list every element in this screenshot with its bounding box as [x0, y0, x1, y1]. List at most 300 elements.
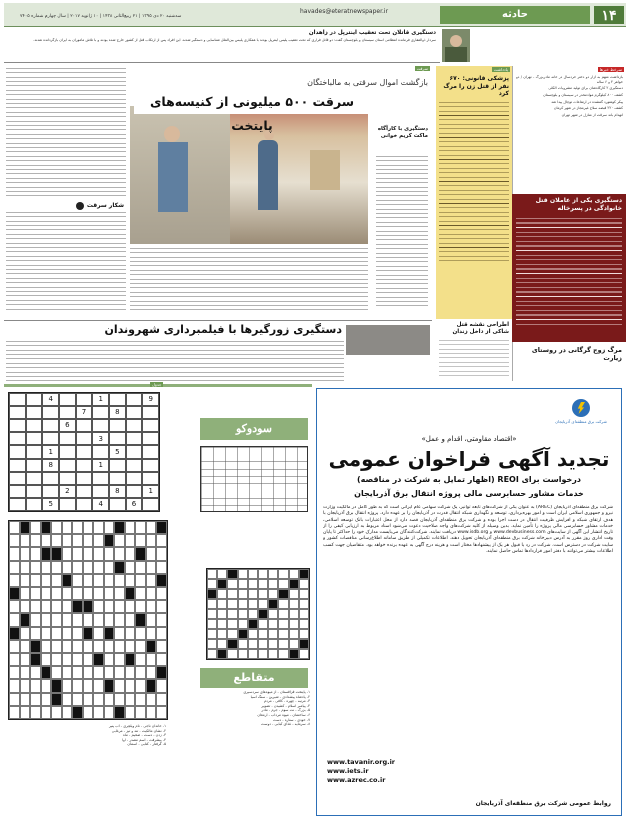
crossword-cell[interactable] [30, 561, 41, 574]
crossword-cell[interactable] [146, 666, 157, 679]
sudoku-cell[interactable] [126, 445, 143, 458]
sudoku-cell[interactable] [142, 498, 159, 511]
crossword-cell[interactable] [9, 706, 20, 719]
crossword-cell[interactable] [114, 534, 125, 547]
crossword-cell[interactable] [146, 613, 157, 626]
crossword-cell[interactable] [72, 627, 83, 640]
crossword-cell[interactable] [41, 587, 52, 600]
crossword-cell[interactable] [9, 666, 20, 679]
crossword-cell[interactable] [51, 587, 62, 600]
crossword-cell[interactable] [72, 521, 83, 534]
url-link[interactable]: www.iets.ir [327, 767, 369, 775]
crossword-cell[interactable] [20, 574, 31, 587]
sudoku-cell[interactable] [109, 472, 126, 485]
crossword-cell[interactable] [93, 693, 104, 706]
crossword-cell[interactable] [135, 653, 146, 666]
crossword-cell[interactable] [62, 627, 73, 640]
sudoku-cell[interactable] [109, 393, 126, 406]
crossword-cell[interactable] [83, 653, 94, 666]
crossword-cell[interactable] [125, 561, 136, 574]
crossword-cell[interactable] [20, 666, 31, 679]
crossword-cell[interactable] [156, 613, 167, 626]
sudoku-cell[interactable] [26, 498, 43, 511]
crossword-cell[interactable] [62, 600, 73, 613]
crossword-cell[interactable] [125, 574, 136, 587]
sudoku-cell[interactable] [142, 406, 159, 419]
crossword-cell[interactable] [114, 627, 125, 640]
crossword-cell[interactable] [135, 521, 146, 534]
crossword-cell[interactable] [114, 679, 125, 692]
crossword-cell[interactable] [30, 587, 41, 600]
crossword-cell[interactable] [62, 534, 73, 547]
crossword-cell[interactable] [146, 640, 157, 653]
crossword-cell[interactable] [51, 666, 62, 679]
crossword-cell[interactable] [93, 613, 104, 626]
crossword-cell[interactable] [125, 613, 136, 626]
crossword-cell[interactable] [93, 600, 104, 613]
crossword-cell[interactable] [135, 534, 146, 547]
sudoku-cell[interactable]: 7 [76, 406, 93, 419]
crossword-cell[interactable] [125, 547, 136, 560]
crossword-cell[interactable] [114, 706, 125, 719]
crossword-cell[interactable] [41, 693, 52, 706]
crossword-cell[interactable] [41, 679, 52, 692]
crossword-cell[interactable] [104, 666, 115, 679]
crossword-cell[interactable] [72, 679, 83, 692]
crossword-cell[interactable] [125, 600, 136, 613]
crossword-cell[interactable] [135, 706, 146, 719]
sudoku-cell[interactable] [76, 432, 93, 445]
sudoku-cell[interactable] [92, 419, 109, 432]
crossword-cell[interactable] [62, 561, 73, 574]
crossword-cell[interactable] [83, 587, 94, 600]
crossword-cell[interactable] [93, 706, 104, 719]
crossword-cell[interactable] [156, 534, 167, 547]
crossword-cell[interactable] [51, 706, 62, 719]
crossword-cell[interactable] [156, 521, 167, 534]
crossword-cell[interactable] [114, 613, 125, 626]
sudoku-cell[interactable]: 1 [142, 485, 159, 498]
crossword-cell[interactable] [125, 587, 136, 600]
crossword-cell[interactable] [9, 574, 20, 587]
crossword-cell[interactable] [51, 640, 62, 653]
crossword-cell[interactable] [30, 521, 41, 534]
crossword-cell[interactable] [156, 587, 167, 600]
crossword-cell[interactable] [30, 547, 41, 560]
sudoku-cell[interactable] [9, 432, 26, 445]
crossword-cell[interactable] [41, 561, 52, 574]
sudoku-cell[interactable] [109, 459, 126, 472]
crossword-cell[interactable] [83, 534, 94, 547]
crossword-cell[interactable] [72, 574, 83, 587]
crossword-cell[interactable] [41, 627, 52, 640]
crossword-cell[interactable] [156, 679, 167, 692]
crossword-cell[interactable] [62, 693, 73, 706]
crossword-cell[interactable] [41, 600, 52, 613]
sudoku-cell[interactable]: 9 [142, 393, 159, 406]
crossword-cell[interactable] [62, 547, 73, 560]
crossword-cell[interactable] [62, 706, 73, 719]
crossword-cell[interactable] [104, 547, 115, 560]
crossword-cell[interactable] [72, 587, 83, 600]
crossword-cell[interactable] [156, 693, 167, 706]
sudoku-cell[interactable] [109, 498, 126, 511]
sudoku-cell[interactable]: 6 [126, 498, 143, 511]
crossword-cell[interactable] [125, 706, 136, 719]
sudoku-cell[interactable] [142, 445, 159, 458]
crossword-cell[interactable] [83, 521, 94, 534]
sudoku-cell[interactable]: 8 [42, 459, 59, 472]
crossword-cell[interactable] [9, 693, 20, 706]
crossword-cell[interactable] [135, 679, 146, 692]
crossword-cell[interactable] [125, 679, 136, 692]
crossword-cell[interactable] [146, 600, 157, 613]
crossword-cell[interactable] [114, 561, 125, 574]
crossword-cell[interactable] [93, 653, 104, 666]
sudoku-cell[interactable] [59, 472, 76, 485]
crossword-cell[interactable] [114, 587, 125, 600]
sudoku-cell[interactable] [76, 459, 93, 472]
crossword-cell[interactable] [51, 613, 62, 626]
sudoku-cell[interactable] [76, 472, 93, 485]
sudoku-cell[interactable] [59, 406, 76, 419]
crossword-cell[interactable] [62, 521, 73, 534]
sudoku-cell[interactable] [26, 432, 43, 445]
sudoku-cell[interactable] [76, 419, 93, 432]
crossword-cell[interactable] [41, 574, 52, 587]
crossword-cell[interactable] [51, 679, 62, 692]
crossword-cell[interactable] [104, 574, 115, 587]
crossword-cell[interactable] [30, 666, 41, 679]
crossword-cell[interactable] [135, 693, 146, 706]
crossword-cell[interactable] [30, 693, 41, 706]
crossword-cell[interactable] [146, 521, 157, 534]
sudoku-cell[interactable] [92, 406, 109, 419]
crossword-cell[interactable] [51, 627, 62, 640]
sudoku-cell[interactable]: 5 [109, 445, 126, 458]
sudoku-cell[interactable] [126, 459, 143, 472]
crossword-cell[interactable] [146, 627, 157, 640]
crossword-cell[interactable] [146, 693, 157, 706]
sudoku-cell[interactable] [126, 406, 143, 419]
crossword-cell[interactable] [93, 561, 104, 574]
crossword-cell[interactable] [30, 534, 41, 547]
sudoku-cell[interactable] [9, 459, 26, 472]
crossword-cell[interactable] [135, 561, 146, 574]
crossword-cell[interactable] [156, 640, 167, 653]
crossword-cell[interactable] [41, 706, 52, 719]
crossword-cell[interactable] [51, 600, 62, 613]
crossword-cell[interactable] [156, 561, 167, 574]
crossword-cell[interactable] [93, 587, 104, 600]
crossword-cell[interactable] [51, 561, 62, 574]
sudoku-cell[interactable] [126, 472, 143, 485]
sudoku-cell[interactable] [142, 472, 159, 485]
sudoku-cell[interactable] [26, 393, 43, 406]
crossword-cell[interactable] [104, 521, 115, 534]
crossword-cell[interactable] [83, 547, 94, 560]
crossword-cell[interactable] [146, 534, 157, 547]
crossword-cell[interactable] [30, 653, 41, 666]
sudoku-cell[interactable]: 8 [109, 406, 126, 419]
crossword-cell[interactable] [51, 547, 62, 560]
sudoku-cell[interactable] [76, 485, 93, 498]
sudoku-cell[interactable] [9, 393, 26, 406]
crossword-cell[interactable] [83, 693, 94, 706]
crossword-cell[interactable] [104, 706, 115, 719]
crossword-cell[interactable] [30, 574, 41, 587]
crossword-cell[interactable] [83, 627, 94, 640]
sudoku-cell[interactable] [9, 498, 26, 511]
crossword-cell[interactable] [20, 693, 31, 706]
crossword-cell[interactable] [104, 600, 115, 613]
crossword-cell[interactable] [156, 653, 167, 666]
sudoku-cell[interactable] [109, 432, 126, 445]
crossword-cell[interactable] [146, 679, 157, 692]
crossword-cell[interactable] [30, 627, 41, 640]
sudoku-cell[interactable]: 4 [92, 498, 109, 511]
crossword-cell[interactable] [62, 613, 73, 626]
sudoku-cell[interactable] [142, 459, 159, 472]
crossword-cell[interactable] [93, 534, 104, 547]
crossword-cell[interactable] [20, 653, 31, 666]
crossword-cell[interactable] [20, 706, 31, 719]
crossword-cell[interactable] [41, 534, 52, 547]
crossword-cell[interactable] [30, 640, 41, 653]
crossword-cell[interactable] [104, 627, 115, 640]
crossword-cell[interactable] [51, 534, 62, 547]
crossword-cell[interactable] [156, 627, 167, 640]
crossword-cell[interactable] [51, 521, 62, 534]
crossword-cell[interactable] [83, 574, 94, 587]
sudoku-cell[interactable] [26, 445, 43, 458]
crossword-cell[interactable] [114, 574, 125, 587]
crossword-cell[interactable] [114, 653, 125, 666]
sudoku-cell[interactable] [26, 459, 43, 472]
crossword-cell[interactable] [114, 521, 125, 534]
sudoku-cell[interactable]: 1 [42, 445, 59, 458]
sudoku-cell[interactable] [126, 393, 143, 406]
crossword-cell[interactable] [9, 600, 20, 613]
crossword-cell[interactable] [51, 653, 62, 666]
crossword-cell[interactable] [30, 600, 41, 613]
crossword-cell[interactable] [41, 613, 52, 626]
crossword-cell[interactable] [104, 613, 115, 626]
crossword-cell[interactable] [62, 574, 73, 587]
crossword-cell[interactable] [30, 613, 41, 626]
crossword-cell[interactable] [156, 600, 167, 613]
crossword-cell[interactable] [125, 666, 136, 679]
sudoku-cell[interactable] [26, 485, 43, 498]
crossword-cell[interactable] [135, 547, 146, 560]
crossword-cell[interactable] [20, 627, 31, 640]
sudoku-cell[interactable] [59, 459, 76, 472]
sudoku-cell[interactable] [109, 419, 126, 432]
crossword-cell[interactable] [41, 653, 52, 666]
crossword-cell[interactable] [51, 574, 62, 587]
crossword-cell[interactable] [83, 561, 94, 574]
crossword-cell[interactable] [104, 693, 115, 706]
crossword-cell[interactable] [20, 679, 31, 692]
crossword-cell[interactable] [9, 587, 20, 600]
crossword-cell[interactable] [125, 534, 136, 547]
crossword-cell[interactable] [83, 706, 94, 719]
crossword-cell[interactable] [156, 547, 167, 560]
crossword-cell[interactable] [156, 706, 167, 719]
crossword-cell[interactable] [62, 653, 73, 666]
crossword-cell[interactable] [72, 613, 83, 626]
crossword-cell[interactable] [146, 587, 157, 600]
crossword-cell[interactable] [156, 574, 167, 587]
sudoku-cell[interactable] [126, 432, 143, 445]
sudoku-cell[interactable] [76, 498, 93, 511]
sudoku-cell[interactable] [42, 432, 59, 445]
crossword-cell[interactable] [83, 613, 94, 626]
crossword-cell[interactable] [146, 561, 157, 574]
sudoku-cell[interactable]: 6 [59, 419, 76, 432]
url-link[interactable]: www.tavanir.org.ir [327, 758, 396, 766]
crossword-cell[interactable] [72, 653, 83, 666]
crossword-cell[interactable] [135, 640, 146, 653]
crossword-cell[interactable] [20, 521, 31, 534]
crossword-cell[interactable] [9, 613, 20, 626]
sudoku-cell[interactable]: 1 [92, 459, 109, 472]
crossword-cell[interactable] [83, 679, 94, 692]
crossword-cell[interactable] [114, 666, 125, 679]
crossword-cell[interactable] [104, 679, 115, 692]
crossword-cell[interactable] [104, 587, 115, 600]
crossword-cell[interactable] [146, 547, 157, 560]
sudoku-cell[interactable] [142, 419, 159, 432]
crossword-cell[interactable] [9, 627, 20, 640]
sudoku-cell[interactable]: 5 [42, 498, 59, 511]
crossword-cell[interactable] [41, 547, 52, 560]
crossword-cell[interactable] [72, 693, 83, 706]
sudoku-cell[interactable] [9, 406, 26, 419]
crossword-cell[interactable] [20, 561, 31, 574]
crossword-cell[interactable] [72, 706, 83, 719]
crossword-cell[interactable] [20, 534, 31, 547]
crossword-cell[interactable] [93, 679, 104, 692]
sudoku-cell[interactable] [59, 498, 76, 511]
crossword-cell[interactable] [62, 679, 73, 692]
sudoku-cell[interactable] [142, 432, 159, 445]
sudoku-cell[interactable] [76, 393, 93, 406]
crossword-cell[interactable] [41, 666, 52, 679]
crossword-cell[interactable] [93, 640, 104, 653]
crossword-cell[interactable] [20, 600, 31, 613]
crossword-cell[interactable] [114, 640, 125, 653]
crossword-cell[interactable] [146, 653, 157, 666]
crossword-cell[interactable] [9, 640, 20, 653]
crossword-grid[interactable] [8, 520, 168, 720]
sudoku-cell[interactable]: 2 [59, 485, 76, 498]
crossword-cell[interactable] [135, 627, 146, 640]
crossword-cell[interactable] [83, 666, 94, 679]
crossword-cell[interactable] [125, 521, 136, 534]
sudoku-cell[interactable] [42, 419, 59, 432]
crossword-cell[interactable] [62, 587, 73, 600]
crossword-cell[interactable] [9, 534, 20, 547]
crossword-cell[interactable] [93, 521, 104, 534]
sudoku-cell[interactable] [42, 406, 59, 419]
sudoku-cell[interactable] [126, 419, 143, 432]
crossword-cell[interactable] [93, 574, 104, 587]
crossword-cell[interactable] [9, 653, 20, 666]
crossword-cell[interactable] [114, 693, 125, 706]
sudoku-cell[interactable] [92, 445, 109, 458]
crossword-cell[interactable] [30, 679, 41, 692]
crossword-cell[interactable] [72, 534, 83, 547]
crossword-cell[interactable] [41, 640, 52, 653]
crossword-cell[interactable] [20, 640, 31, 653]
sudoku-cell[interactable]: 8 [109, 485, 126, 498]
crossword-cell[interactable] [9, 521, 20, 534]
sudoku-cell[interactable] [92, 472, 109, 485]
sudoku-cell[interactable] [126, 485, 143, 498]
crossword-cell[interactable] [135, 613, 146, 626]
crossword-cell[interactable] [9, 561, 20, 574]
crossword-cell[interactable] [62, 640, 73, 653]
sudoku-cell[interactable]: 4 [42, 393, 59, 406]
crossword-cell[interactable] [62, 666, 73, 679]
url-link[interactable]: www.azrec.co.ir [327, 776, 386, 784]
crossword-cell[interactable] [125, 640, 136, 653]
sudoku-cell[interactable] [26, 406, 43, 419]
crossword-cell[interactable] [146, 574, 157, 587]
crossword-cell[interactable] [135, 600, 146, 613]
crossword-cell[interactable] [9, 679, 20, 692]
crossword-cell[interactable] [83, 600, 94, 613]
crossword-cell[interactable] [114, 600, 125, 613]
crossword-cell[interactable] [135, 587, 146, 600]
sudoku-cell[interactable] [42, 485, 59, 498]
crossword-cell[interactable] [72, 640, 83, 653]
crossword-cell[interactable] [93, 666, 104, 679]
sudoku-cell[interactable]: 3 [92, 432, 109, 445]
crossword-cell[interactable] [125, 653, 136, 666]
crossword-cell[interactable] [146, 706, 157, 719]
crossword-cell[interactable] [114, 547, 125, 560]
crossword-cell[interactable] [104, 534, 115, 547]
sudoku-cell[interactable] [26, 419, 43, 432]
sudoku-cell[interactable] [9, 419, 26, 432]
crossword-cell[interactable] [51, 693, 62, 706]
sudoku-cell[interactable] [59, 445, 76, 458]
crossword-cell[interactable] [30, 706, 41, 719]
crossword-cell[interactable] [9, 547, 20, 560]
sudoku-cell[interactable] [9, 472, 26, 485]
crossword-cell[interactable] [125, 627, 136, 640]
sudoku-cell[interactable] [9, 445, 26, 458]
crossword-cell[interactable] [135, 574, 146, 587]
crossword-cell[interactable] [93, 547, 104, 560]
crossword-cell[interactable] [20, 587, 31, 600]
section-email[interactable]: havades@eteratnewspaper.ir [300, 8, 389, 15]
crossword-cell[interactable] [72, 547, 83, 560]
crossword-cell[interactable] [156, 666, 167, 679]
crossword-cell[interactable] [72, 666, 83, 679]
sudoku-cell[interactable] [26, 472, 43, 485]
crossword-cell[interactable] [104, 653, 115, 666]
crossword-cell[interactable] [72, 561, 83, 574]
crossword-cell[interactable] [104, 640, 115, 653]
sudoku-cell[interactable]: 1 [92, 393, 109, 406]
sudoku-cell[interactable] [92, 485, 109, 498]
crossword-cell[interactable] [41, 521, 52, 534]
sudoku-cell[interactable] [59, 432, 76, 445]
sudoku-cell[interactable] [76, 445, 93, 458]
